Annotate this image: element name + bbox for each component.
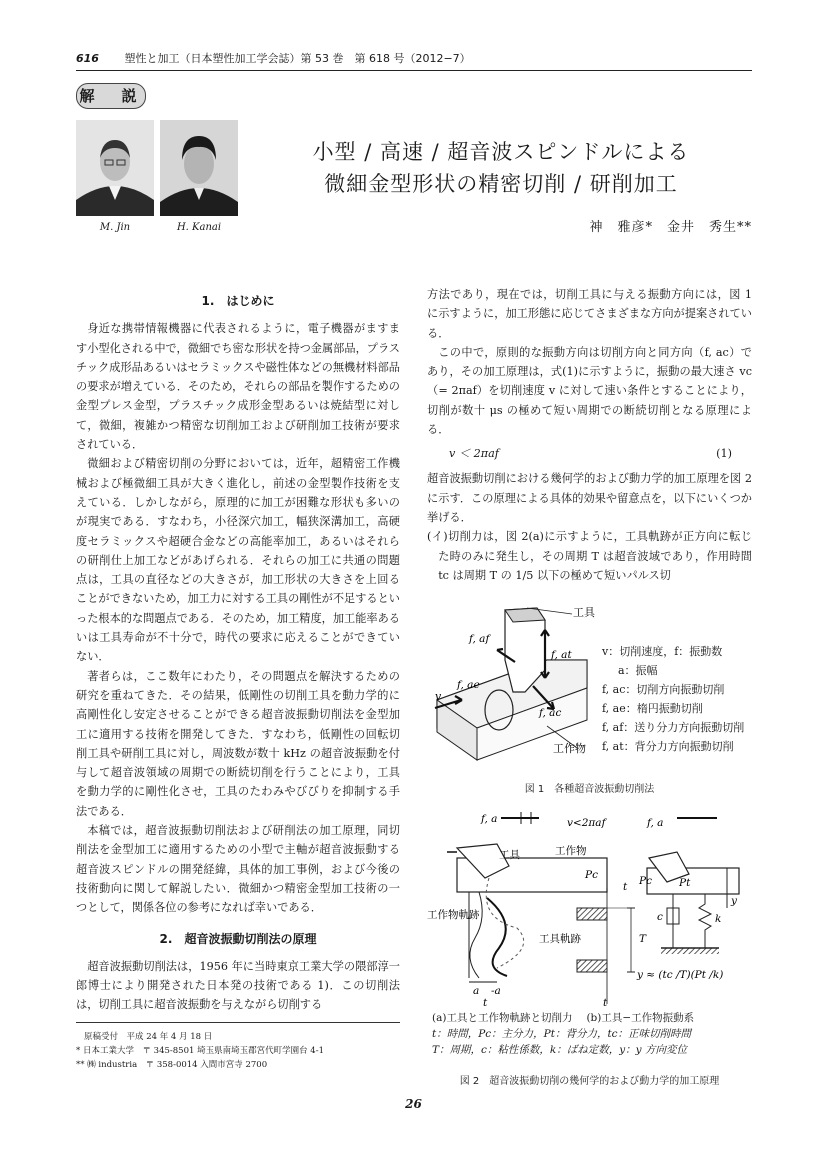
fig2-subcaptions bbox=[432, 1010, 762, 1026]
right-paragraph-2: この中で，原則的な振動方向は切削方向と同方向（f, ac）であり，その加工原理は，式(1)に示すように，振動の最大速さ vc（= 2πaf）を切削速度 v に対して速い条件とすることにより，切削が数十 μs の極めて短い周期での断続切削となる原理による． bbox=[427, 345, 752, 437]
equation-number: (1) bbox=[716, 447, 732, 461]
fig2-label-pc-b: Pc bbox=[639, 875, 652, 887]
footnote-received: 原稿受付 平成 24 年 4 月 18 日 bbox=[84, 1032, 213, 1042]
fig1-label-fat: f, at bbox=[551, 649, 572, 661]
section-2-paragraph: 超音波振動切削法は，1956 年に当時東京工業大学の隈部淳一郎博士により開発された日本発の技術である 1)．この切削法は，切削工具に超音波振動を与えながら切削する bbox=[76, 959, 400, 1012]
fig1-label-faf: f, af bbox=[469, 633, 490, 645]
fig2-legend-line-1: t：時間，Pc：主分力，Pt：背分力，tc：正味切削時間 bbox=[432, 1028, 692, 1040]
article-title bbox=[250, 136, 752, 200]
author-photo-jin bbox=[76, 120, 154, 216]
section-1-heading: 1. はじめに bbox=[201, 294, 275, 308]
fig1-legend-item: f, ae：楕円振動切削 bbox=[602, 702, 703, 715]
page-footer-number: 26 bbox=[405, 1097, 422, 1111]
fig2-legend-line-2: T：周期，c：粘性係数，k：ばね定数，y：y 方向変位 bbox=[432, 1044, 687, 1056]
section-2-heading: 2. 超音波振動切削法の原理 bbox=[159, 931, 317, 946]
fig1-label-work: 工作物 bbox=[553, 742, 586, 755]
fig1-label-tool: 工具 bbox=[573, 606, 595, 619]
fig2-label-condition: v<2πaf bbox=[567, 817, 606, 829]
author-photo-kanai bbox=[160, 120, 238, 216]
fig1-label-v: v bbox=[435, 690, 442, 703]
fig2-label-y: y bbox=[731, 895, 737, 907]
fig2-label-pc-a: Pc bbox=[585, 869, 598, 881]
fig2-subcaption-a: (a)工具と工作物軌跡と切削力 bbox=[432, 1012, 573, 1024]
right-paragraph-1: 方法であり，現在では，切削工具に与える振動方向には，図 1 に示すように，加工形態に応じてさまざまな方向が提案されている． bbox=[427, 288, 752, 340]
title-line-2: 微細金型形状の精密切削 / 研削加工 bbox=[324, 172, 678, 196]
fig2-label-work: 工作物 bbox=[555, 845, 587, 857]
fig2-label-t-c: t bbox=[603, 997, 608, 1008]
fig2-label-T: T bbox=[639, 933, 647, 945]
section-1-paragraph: 身近な携帯情報機器に代表されるように，電子機器がますます小型化される中で，微細でち密な形状を持つ金属部品，プラスチック成形品あるいはセラミックスや磁性体などの無機材料部品の要求が増えている．そのため，それらの部品を製作するための金型プレス金型，プラスチック成形金型あるいは焼結型に対して，微細，複雑かつ精密な切削加工および研削加工技術が要求されている． bbox=[76, 322, 400, 452]
figure-1-caption: 図 1 各種超音波振動切削法 bbox=[524, 784, 655, 795]
header-page-number: 616 bbox=[76, 52, 99, 65]
fig1-legend-item: f, ac：切削方向振動切削 bbox=[602, 683, 725, 696]
fig1-label-fae: f, ae bbox=[457, 679, 480, 691]
author-name-jin: M. Jin bbox=[99, 222, 131, 233]
fig2-label-t-a: t bbox=[623, 881, 628, 893]
fig2-subcaption-b: (b)工具−工作物振動系 bbox=[586, 1012, 695, 1024]
right-list-item-1: (イ)切削力は，図 2(a)に示すように，工具軌跡が正方向に転じた時のみに発生し，その周期 T は超音波域であり，作用時間 tc は周期 T の 1/5 以下の極めて短いパルス切 bbox=[427, 530, 752, 582]
fig2-label-c: c bbox=[657, 911, 663, 923]
right-column bbox=[427, 285, 752, 585]
fig2-label-fa-a: f, a bbox=[481, 813, 498, 825]
fig2-label-minus-a: -a bbox=[491, 985, 501, 997]
header-rule bbox=[76, 70, 752, 71]
fig1-label-fac: f, ac bbox=[539, 707, 562, 719]
fig2-label-t-b: t bbox=[483, 997, 488, 1008]
equation-1 bbox=[427, 439, 752, 469]
running-header bbox=[76, 50, 752, 70]
figure-2-legend bbox=[432, 1010, 762, 1058]
footnote-affiliation-1: * 日本工業大学 〒 345-8501 埼玉県南埼玉郡宮代町学園台 4-1 bbox=[76, 1046, 324, 1056]
footnote-rule bbox=[76, 1022, 400, 1023]
fig2-label-worktraj: 工作物軌跡 bbox=[427, 909, 480, 921]
author-name-kanai: H. Kanai bbox=[176, 222, 222, 233]
footnote-affiliation-2: ** ㈱ industria 〒 358-0014 入間市宮寺 2700 bbox=[76, 1060, 268, 1070]
fig2-label-fa-b: f, a bbox=[647, 817, 664, 829]
section-1-paragraph: 微細および精密切削の分野においては，近年，超精密工作機械および極微細工具が大きく進化し，前述の金型製作技術を支えている．しかしながら，原理的に加工が困難な形状も多いのが現実である．すなわち，小径深穴加工，幅狭深溝加工，高硬度セラミックスや超硬合金などの高能率加工，あるいはそれらの研削仕上加工などがあげられる．それらの加工に共通の問題点は，工具の直径などの大きさが，加工形状の大きさを上回ることができないため，加工力に対する工具の剛性が不足するといった根本的な問題点である．そのため，加工精度，加工能率あるいは工具寿命が不十分で，時代の要求に応えることができていない． bbox=[76, 457, 400, 664]
figure-2-diagram bbox=[427, 808, 752, 1008]
right-paragraph-3: 超音波振動切削における幾何学的および動力学的加工原理を図 2 に示す．この原理による具体的効果や留意点を，以下にいくつか挙げる． bbox=[427, 472, 752, 524]
fig2-label-a: a bbox=[473, 985, 480, 997]
figure-2-caption: 図 2 超音波振動切削の幾何学的および動力学的加工原理 bbox=[459, 1076, 720, 1087]
equation-text: v ＜ 2πaf bbox=[449, 447, 499, 461]
fig2-label-tool: 工具 bbox=[499, 849, 520, 861]
fig2-label-pt: Pt bbox=[679, 877, 691, 889]
header-journal: 塑性と加工（日本塑性加工学会誌）第 53 巻 第 618 号（2012−7） bbox=[124, 52, 471, 65]
figure-1-legend bbox=[602, 642, 762, 756]
section-1-paragraph: 著者らは，ここ数年にわたり，その問題点を解決するための研究を重ねてきた．その結果，低剛性の切削工具を動力学的に高剛性化し安定させることができる超音波振動切削法を金型加工に適用する技術を開発してきた．すなわち，低剛性の回転切削工具や研削工具に対し，周波数が数十 kHz の超音波振動を付与して超音波領域の周期での断続切削を行うことにより，工具を動力学的に剛性化させ，工具のたわみやびびりを抑制する手法である． bbox=[76, 669, 400, 818]
left-column bbox=[76, 292, 400, 1015]
fig2-label-k: k bbox=[715, 913, 722, 925]
footnotes bbox=[76, 1030, 400, 1072]
fig1-legend-item: f, at：背分力方向振動切削 bbox=[602, 740, 734, 753]
fig1-legend-item: v：切削速度，f：振動数 bbox=[602, 645, 723, 658]
fig1-legend-item: a：振幅 bbox=[618, 664, 658, 677]
fig2-formula: y ≈ (tc /T)(Pt /k) bbox=[637, 969, 724, 981]
title-line-1: 小型 / 高速 / 超音波スピンドルによる bbox=[312, 140, 690, 164]
section-1-paragraph: 本稿では，超音波振動切削法および研削法の加工原理，同切削法を金型加工に適用するための小型で主軸が超音波振動する超音波スピンドルの開発経緯，具体的加工事例，および今後の技術動向に関して解説したい．微細かつ精密金型加工技術の一つとして，関係各位の参考になれば幸いである． bbox=[76, 824, 400, 915]
fig1-legend-item: f, af：送り分力方向振動切削 bbox=[602, 721, 745, 734]
fig2-label-tooltraj: 工具軌跡 bbox=[539, 933, 581, 945]
article-type-badge: 解 説 bbox=[76, 83, 146, 109]
author-line: 神 雅彦* 金井 秀生** bbox=[589, 220, 752, 235]
